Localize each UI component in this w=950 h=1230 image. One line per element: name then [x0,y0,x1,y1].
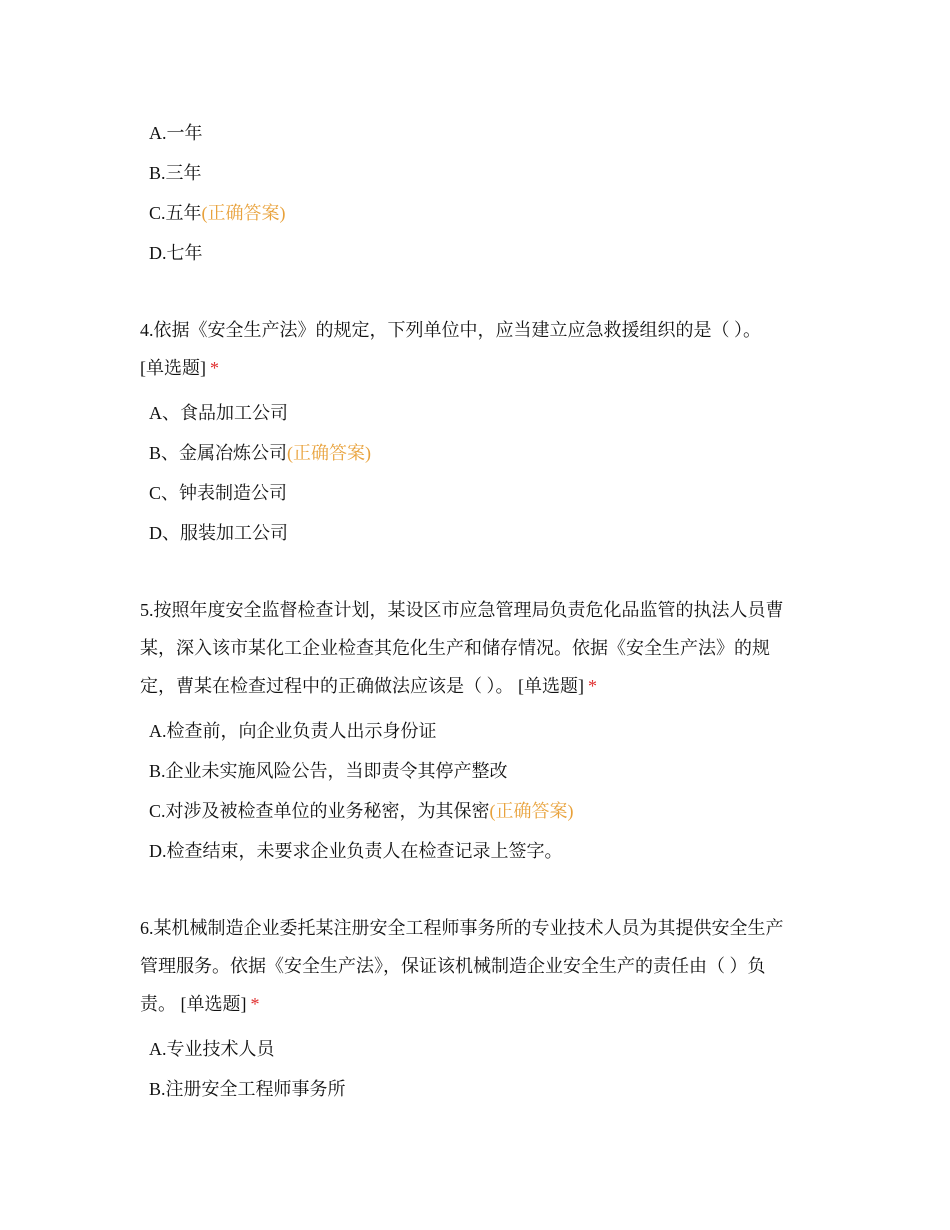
q4-option-b [149,441,371,465]
q3-option-d [149,241,203,265]
q6-option-a [149,1037,275,1061]
option-text: D、服装加工公司 [149,523,288,543]
q6-title-line-3: 责。 [单选题] * [140,994,260,1014]
option-text: A.检查前，向企业负责人出示身份证 [149,721,437,741]
q4-option-d [149,521,288,545]
q4-option-a [149,401,288,425]
q4-title-line-1: 4.依据《安全生产法》的规定，下列单位中，应当建立应急救援组织的是（ ）。 [140,320,761,340]
q5-title-line-1: 5.按照年度安全监督检查计划，某设区市应急管理局负责危化品监管的执法人员曹 [140,600,784,620]
option-text: A.专业技术人员 [149,1039,275,1059]
option-text: B.三年 [149,163,202,183]
option-text: B.注册安全工程师事务所 [149,1079,346,1099]
q5-option-a [149,719,437,743]
option-text: D.检查结束，未要求企业负责人在检查记录上签字。 [149,841,563,861]
required-mark: * [588,676,597,696]
option-text: C.五年 [149,203,202,223]
q5-option-d [149,839,563,863]
q3-option-a [149,121,203,145]
q3-option-c [149,201,286,225]
option-text: C.对涉及被检查单位的业务秘密，为其保密 [149,801,490,821]
required-mark: * [250,994,260,1014]
q5-title-line-2: 某，深入该市某化工企业检查其危化生产和储存情况。依据《安全生产法》的规 [140,638,770,658]
q4-title-line-2 [140,356,219,380]
q6-title-line-1: 6.某机械制造企业委托某注册安全工程师事务所的专业技术人员为其提供安全生产 [140,918,784,938]
q4-option-c [149,481,287,505]
q5-option-b [149,759,508,783]
q6-title-line-2: 管理服务。依据《安全生产法》，保证该机械制造企业安全生产的责任由（ ）负 [140,956,766,976]
q3-option-b [149,161,202,185]
question-type-tag: [单选题] [140,358,206,378]
option-text: D.七年 [149,243,203,263]
correct-answer-label: (正确答案) [201,203,286,223]
q6-option-b [149,1077,346,1101]
option-text: A.一年 [149,123,203,143]
option-text: B.企业未实施风险公告，当即责令其停产整改 [149,761,508,781]
q5-title-line-3: 定，曹某在检查过程中的正确做法应该是（ ）。 [单选题] * [140,676,597,696]
required-mark: * [210,358,219,378]
correct-answer-label: (正确答案) [489,801,574,821]
option-text: B、金属冶炼公司 [149,443,288,463]
correct-answer-label: (正确答案) [287,443,372,463]
q5-option-c [149,799,574,823]
option-text: A、食品加工公司 [149,403,288,423]
option-text: C、钟表制造公司 [149,483,288,503]
